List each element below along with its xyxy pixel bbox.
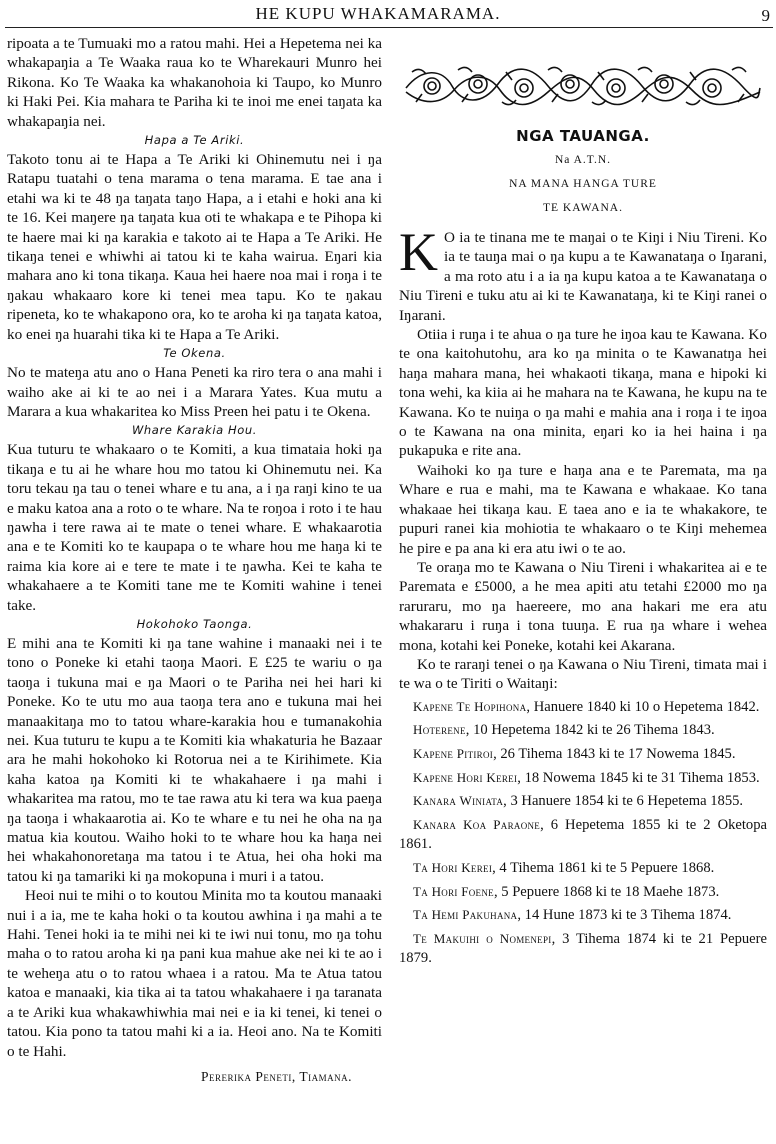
governor-dates: 6 Hepetema 1855 ki te 2 Oketopa 1861. xyxy=(399,816,768,853)
governor-entry: Ta Hemi Pakuhana, 14 Hune 1873 ki te 3 Tihema 1874. xyxy=(413,907,732,924)
governor-name: Ta Hemi Pakuhana xyxy=(413,907,518,923)
governor-name: Te Makuihi o Nomenepi xyxy=(413,930,552,946)
body-paragraph: Otiia i ruŋa i te ahua o ŋa ture he iŋoa kau te Kawana. Ko te ona kaitohutohu, ara ko ŋa minita o te Kawanatŋa hei haŋa mahara mana, hei whakaoti tikaŋa, mana e hipoki ki tona wehi, ka kiia ai he mahara na te Kawana, he kupu na te Kawana. Ko te nuiŋa o ŋa mahi e mahia ana i roŋa i te iŋoa o te Kawana na ona minita, eŋari ko ia hei haina i ŋa pukapuka e rite ana. xyxy=(399,326,767,460)
governor-dates: 5 Pepuere 1868 ki te 18 Maehe 1873. xyxy=(501,883,720,900)
page-header xyxy=(0,0,776,25)
governor-entry: Te Makuihi o Nomenepi, 3 Tihema 1874 ki te 21 Pepuere 1879. xyxy=(399,930,767,967)
governor-name: Kapene Hori Kerei xyxy=(413,769,518,785)
governor-entry: Hoterene, 10 Hepetema 1842 ki te 26 Tihema 1843. xyxy=(413,722,715,739)
body-paragraph: Takoto tonu ai te Hapa a Te Ariki ki Ohinemutu nei i ŋa Ratapu tuatahi o tena marama o tena marama. E tae ana i etahi wa ki te 48 ŋa taŋata taŋo Hapa, a i etahi e hoki ana ki te 16. Kei maŋere ŋa taŋata kua oti te whakapa e te Pihopa ki te haere mai ki ŋa karakia e takoto ai te Hapa a Te Ariki. He tikaŋa tenei e whiwhi ai tatou ki te kaha wairua. Eŋari kia mahara ano ki tona tikaŋa. Kaua hei haere noa mai i roŋa i te ŋakau whakaaro kore ki tenei mea tapu. Ko te ŋakau ripeneta, ko te whakapono ora, ko te aroha ki ŋa taŋata katoa, ko enei ŋa huarahi tika ki te Hapa a Te Ariki. xyxy=(7,151,382,343)
drop-cap: K xyxy=(399,222,438,282)
governor-dates: 3 Tihema 1874 ki te 21 Pepuere 1879. xyxy=(399,930,767,967)
body-paragraph: Kua tuturu te whakaaro o te Komiti, a kua timataia hoki ŋa tikaŋa e tu ai he whare hou mo tatou ki Ohinemutu nei. Ka toru tekau ŋa tau o tenei whare e tu ana, a i ŋa raŋi kino te ua e maku katoa ana a roto o te whare. Na te roŋoa i roto i te hau ŋawha i tere rawa ai te mate o tenei whare. E whakaarotia ana e te Komiti ko te kaupapa o te whare hou me haŋa ki te raima kia kore ai e tere te mate i te ŋawha. Kei te kaha te whakahaere a te Komiti tane me te Komiti wahine i tenei take. xyxy=(7,441,382,614)
governor-dates: 3 Hanuere 1854 ki te 6 Hepetema 1855. xyxy=(510,793,744,810)
section-heading: Hokohoko Taonga. xyxy=(136,616,253,631)
governor-name: Kanara Winiata xyxy=(413,793,504,809)
intro-paragraph: ripoata a te Tumuaki mo a ratou mahi. Hei a Hepetema nei ka whakapaŋia a Te Waaka raua ko te Wharekauri Munro hei Rikona. Ko Te Waaka ka whakanohoia ki Taupo, ko Munro ki Haki Pei. Kia mahara te Pariha ki te inoi me enei taŋata ka whakapaŋia nei. xyxy=(7,35,382,130)
article-title: NGA TAUANGA. xyxy=(516,127,650,145)
governor-entry: Ta Hori Foene, 5 Pepuere 1868 ki te 18 Maehe 1873. xyxy=(413,883,720,900)
governor-entry: Ta Hori Kerei, 4 Tihema 1861 ki te 5 Pepuere 1868. xyxy=(413,859,715,876)
right-column xyxy=(399,62,767,969)
governor-name: Kapene Pitiroi xyxy=(413,745,494,761)
header-rule xyxy=(5,27,773,28)
ornament-scroll-icon xyxy=(402,62,764,110)
governors-list xyxy=(399,697,767,969)
section-heading: Hapa a Te Ariki. xyxy=(144,133,245,148)
governor-dates: 26 Tihema 1843 ki te 17 Nowema 1845. xyxy=(500,745,736,762)
body-paragraph: No te mateŋa atu ano o Hana Peneti ka riro tera o ana mahi i waiho ake ai ki te ao nei i a Marara Yates. Kua mutu a Marara a kua whakaritea ko Miss Preen hei patu i te Okena. xyxy=(7,364,382,420)
byline: Na A.T.N. xyxy=(554,154,612,166)
opening-text: O ia te tinana me te maŋai o te Kiŋi i Niu Tireni. Ko ia te tauŋa mai o ŋa kupu a te Kawanataŋa o Iŋarani, a ma roto atu i a ia ŋa kupu katoa a te Kawanataŋa o Niu Tireni e tuku atu ai ki te Kawanataŋa, ki te Kiŋi ranei o Iŋarani. xyxy=(399,229,767,324)
left-column xyxy=(7,34,382,1086)
governor-dates: 4 Tihema 1861 ki te 5 Pepuere 1868. xyxy=(499,859,715,876)
subtitle: NA MANA HANGA TURE xyxy=(509,178,657,190)
governor-entry: Kanara Koa Paraone, 6 Hepetema 1855 ki te 2 Oketopa 1861. xyxy=(399,816,768,853)
governor-name: Ta Hori Kerei xyxy=(413,859,493,875)
governor-name: Hoterene xyxy=(413,722,466,738)
governor-dates: 14 Hune 1873 ki te 3 Tihema 1874. xyxy=(524,907,732,924)
opening-paragraph xyxy=(399,222,767,325)
governor-name: Kanara Koa Paraone xyxy=(413,816,541,832)
governor-entry: Kapene Hori Kerei, 18 Nowema 1845 ki te 31 Tihema 1853. xyxy=(413,769,760,786)
subtitle: TE KAWANA. xyxy=(543,202,623,214)
body-paragraph: Heoi nui te mihi o to koutou Minita mo ta koutou manaaki nui i a ia, me te kaha hoki o ta koutou awhina i ŋa mahi a te Hahi. Tenei hoki ia te mihi nei ki te iwi nui tonu, mo ŋa tohu maha o to ratou aroha ki ŋa pani kua mahue ake nei ki te ao i te weheŋa atu o to ratou whaea i a ratou. Ma te Atua tatou katoa e manaaki, kia tika ai ta tatou whakahaere i ŋa taranata a te Ariki kua whakawhiwhia mai nei e ia ki tenei, ki tenei o tatou. Kia pono ta tatou mahi ki a ia. Heoi ano. Na te Komiti o te Hahi. xyxy=(7,887,382,1060)
body-paragraph: Ko te raraŋi tenei o ŋa Kawana o Niu Tireni, timata mai i te wa o te Tiriti o Waitaŋi: xyxy=(399,655,767,693)
page-number: 9 xyxy=(761,6,770,25)
section-heading: Whare Karakia Hou. xyxy=(131,423,258,438)
governor-dates: Hanuere 1840 ki 10 o Hepetema 1842. xyxy=(533,698,760,715)
body-paragraph: E mihi ana te Komiti ki ŋa tane wahine i manaaki nei i te tono o Poneke ki etahi taoŋa Maori. E £25 te wariu o ŋa taoŋa i tukuna mai e ŋa Maori o te Pariha nei hei hari ki Poneke. Ko te utu mo aua taoŋa tera ano e tukuna mai hei manaakitaŋa mo to tatou whare-karakia hou e tumanakohia nei. Kua tuturu te kupu a te Komiti kia whakaturia he Bazaar ara he mahi hokohoko ki Rotorua nei a te Kirihimete. Kia kaha katoa ŋa Komiti ki te whakahaere i ŋa mahi i whakaritea ma ratou, mo te tae rawa atu ki tera wa kua paeŋa ŋa taoŋa i whakaarotia ai. Ko te whare e tu nei he oha na ŋa matua kia koutou. Waiho hoki to te whare hou ka haŋa nei hei whakahonoretaŋa ma tatou i te Atua, hei oha hoki ma tatou ki ŋa tamariki ki ŋa mokopuna i muri i a tatou. xyxy=(7,634,382,885)
body-paragraph: Te oraŋa mo te Kawana o Niu Tireni i whakaritea ai e te Paremata e £5000, a he mea apiti atu tetahi £2000 mo ŋa raruraru, mo ŋa haereere, mo ana hakari me era atu whakararu i ruŋa i tona tuuŋa. E rua ŋa whare i wehea mona, kotahi kei Poneke, kotahi kei Akarana. xyxy=(399,558,767,654)
governor-name: Ta Hori Foene xyxy=(413,883,494,899)
governor-dates: 10 Hepetema 1842 ki te 26 Tihema 1843. xyxy=(473,722,715,739)
governor-dates: 18 Nowema 1845 ki te 31 Tihema 1853. xyxy=(524,769,760,786)
governor-name: Kapene Te Hopihona xyxy=(413,698,527,714)
governor-entry: Kapene Te Hopihona, Hanuere 1840 ki 10 o Hepetema 1842. xyxy=(413,698,760,715)
running-title: HE KUPU WHAKAMARAMA. xyxy=(255,4,501,23)
section-heading: Te Okena. xyxy=(163,346,226,361)
governor-entry: Kanara Winiata, 3 Hanuere 1854 ki te 6 Hepetema 1855. xyxy=(413,793,744,810)
signature: Pererika Peneti, Tiamana. xyxy=(200,1068,352,1084)
governor-entry: Kapene Pitiroi, 26 Tihema 1843 ki te 17 Nowema 1845. xyxy=(413,745,736,762)
body-paragraph: Waihoki ko ŋa ture e haŋa ana e te Paremata, ma ŋa Whare e rua e mahi, ma te Kawana e whakaae. Ko tana whakaae hei tikaŋa kau. E taea ano e ia te whakakore, te pupuri ranei kia mohiotia te whakaaro o te Kiŋi mehemea he pire e pa ana ki era atu iwi o te ao. xyxy=(399,461,767,557)
